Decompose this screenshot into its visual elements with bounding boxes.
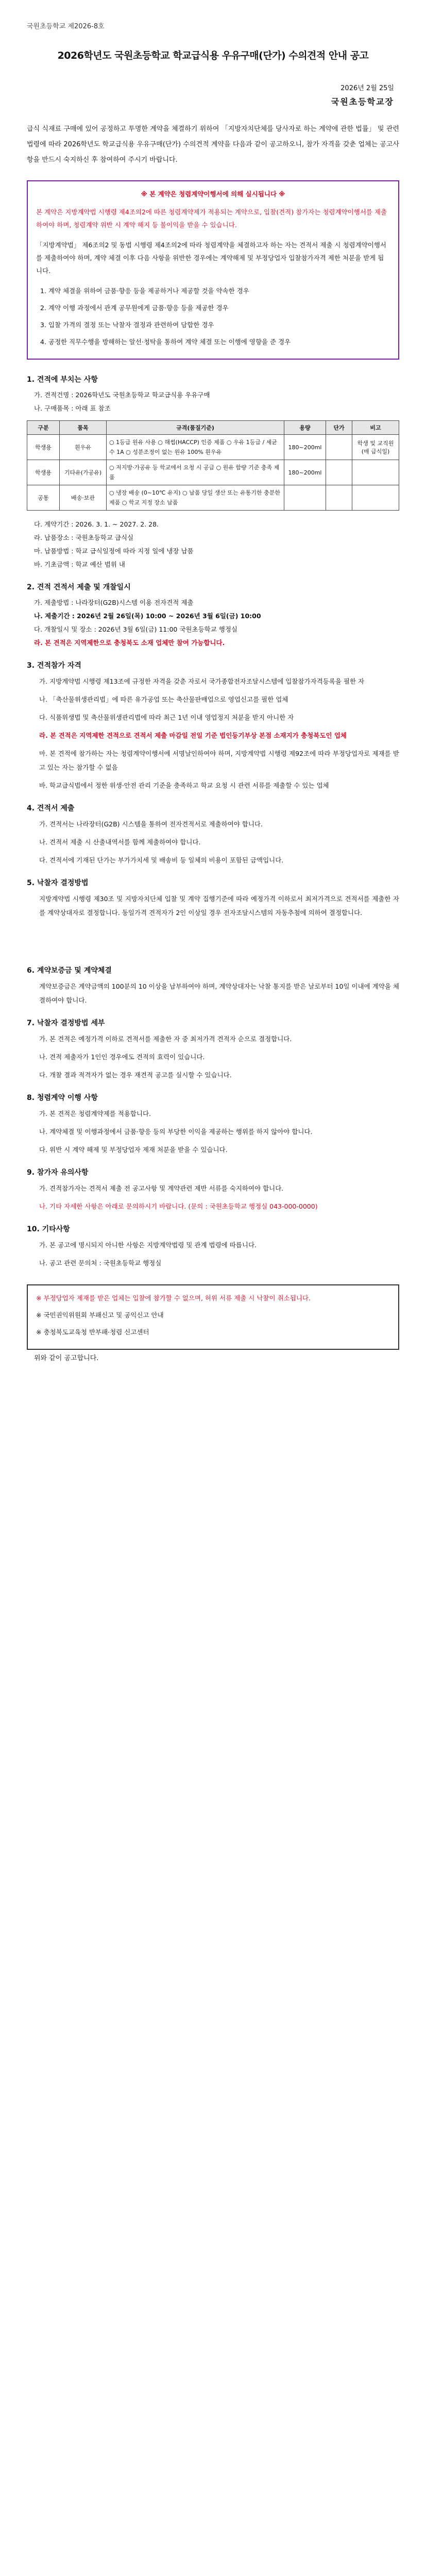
section-item: 다. 위반 시 계약 해제 및 부정당업자 제재 처분을 받을 수 있습니다.	[39, 1146, 228, 1154]
section-item: 나. 견적 제출자가 1인인 경우에도 견적의 효력이 있습니다.	[39, 1053, 205, 1061]
table-header: 품목	[60, 421, 107, 435]
table-row	[27, 435, 399, 460]
section-item: 바. 학교급식법에서 정한 위생·안전 관리 기준을 충족하고 학교 요청 시 관련 서류를 제출할 수 있는 업체	[39, 782, 329, 789]
item-table	[27, 420, 399, 511]
table-cell	[326, 485, 352, 511]
table-header: 규격(품질기준)	[107, 421, 284, 435]
section-item: 가. 지방계약법 시행령 제13조에 규정한 자격을 갖춘 자로서 국가종합전자조달시스템에 입찰참가자격등록을 필한 자	[39, 677, 365, 685]
table-header: 단가	[326, 421, 352, 435]
section-line: 다. 계약기간 : 2026. 3. 1. ~ 2027. 2. 28.	[34, 520, 159, 528]
section-heading: 5. 낙찰자 결정방법	[27, 879, 89, 887]
issuer: 국원초등학교장	[331, 97, 394, 107]
section-line: 라. 납품장소 : 국원초등학교 급식실	[34, 534, 134, 541]
section-item: 라. 본 견적은 지역제한 견적으로 견적서 제출 마감일 전일 기준 법인등기부상 본점 소재지가 충청북도인 업체	[39, 732, 347, 739]
section-heading: 10. 기타사항	[27, 1225, 70, 1233]
notice-title: ※ 본 계약은 청렴계약이행서에 의해 실시됩니다 ※	[141, 190, 285, 198]
section-item: 마. 본 견적에 참가하는 자는 청렴계약이행서에 서명날인하여야 하며, 지방계약법 시행령 제92조에 따라 부정당업자로 제재를 받고 있는 자는 참가할 수 없음	[39, 750, 399, 771]
table-header: 용량	[284, 421, 326, 435]
table-cell	[352, 460, 399, 485]
section-line: 나. 구매품목 : 아래 표 참조	[34, 404, 111, 412]
section-item: 나. 견적서 제출 시 산출내역서를 함께 제출하여야 합니다.	[39, 838, 201, 846]
section-item: 가. 본 견적은 예정가격 이하로 견적서를 제출한 자 중 최저가격 견적자 순으로 결정합니다.	[39, 1035, 292, 1043]
section-paragraph: 계약보증금은 계약금액의 100분의 10 이상을 납부하여야 하며, 계약상대자는 낙찰 통지를 받은 날로부터 10일 이내에 계약을 체결하여야 합니다.	[39, 982, 399, 1004]
footer-paragraph: ※ 부정당업자 제재를 받은 업체는 입찰에 참가할 수 없으며, 허위 서류 제출 시 낙찰이 취소됩니다.	[36, 1294, 311, 1302]
table-cell: 180~200ml	[284, 435, 326, 460]
section-heading: 4. 견적서 제출	[27, 804, 75, 812]
notice-date: 2026년 2월 25일	[340, 84, 394, 92]
section-line: 가. 견적건명 : 2026학년도 국원초등학교 학교급식용 우유구매	[34, 391, 210, 399]
footer-paragraph: ※ 충청북도교육청 반부패·청렴 신고센터	[36, 1328, 149, 1336]
section-item: 나. 「축산물위생관리법」에 따른 유가공업 또는 축산물판매업으로 영업신고를 필한 업체	[39, 696, 288, 703]
table-cell: 학생용	[27, 460, 60, 485]
section-line: 라. 본 견적은 지역제한으로 충청북도 소재 업체만 참여 가능합니다.	[34, 639, 225, 647]
table-cell	[326, 435, 352, 460]
notice-paragraph: 본 계약은 지방계약법 시행령 제4조의2에 따른 청렴계약제가 적용되는 계약으로, 입찰(견적) 참가자는 청렴계약이행서를 제출하여야 하며, 청렴계약 위반 시 계약 해지 등 불이익을 받을 수 있습니다.	[36, 208, 387, 229]
table-cell: 180~200ml	[284, 460, 326, 485]
section-heading: 3. 견적참가 자격	[27, 662, 81, 670]
doc-number: 국원초등학교 제2026-8호	[27, 23, 105, 30]
notice-item: 2. 계약 이행 과정에서 관계 공무원에게 금품·향응 등을 제공한 경우	[40, 304, 229, 312]
section-heading: 2. 견적 견적서 제출 및 개찰일시	[27, 583, 131, 591]
section-paragraph: 지방계약법 시행령 제30조 및 지방자치단체 입찰 및 계약 집행기준에 따라 예정가격 이하로서 최저가격으로 견적서를 제출한 자를 계약상대자로 결정합니다. 동일가격 견적자가 2인 이상일 경우 전자조달시스템의 자동추첨에 의하여 결정합니다.	[39, 895, 399, 917]
section-heading: 9. 참가자 유의사항	[27, 1168, 89, 1177]
notice-item: 3. 입찰 가격의 결정 또는 낙찰자 결정과 관련하여 담합한 경우	[40, 321, 214, 329]
section-item: 가. 견적서는 나라장터(G2B) 시스템을 통하여 전자견적서로 제출하여야 합니다.	[39, 820, 263, 828]
section-item: 다. 견적서에 기재된 단가는 부가가치세 및 배송비 등 일체의 비용이 포함된 금액입니다.	[39, 856, 284, 864]
section-heading: 6. 계약보증금 및 계약체결	[27, 967, 112, 975]
section-line: 나. 제출기간 : 2026년 2월 26일(목) 10:00 ~ 2026년 3월 6일(금) 10:00	[34, 612, 261, 620]
section-line: 다. 개찰일시 및 장소 : 2026년 3월 6일(금) 11:00 국원초등학교 행정실	[34, 625, 237, 633]
section-item: 나. 기타 자세한 사항은 아래로 문의하시기 바랍니다. (문의 : 국원초등학교 행정실 043-000-0000)	[39, 1202, 318, 1210]
section-heading: 7. 낙찰자 결정방법 세부	[27, 1019, 105, 1027]
table-cell: ○ 1등급 원유 사용 ○ 해썹(HACCP) 인증 제품 ○ 우유 1등급 / 세균수 1A ○ 성분조정이 없는 원유 100% 흰우유	[107, 435, 284, 460]
table-cell	[326, 460, 352, 485]
section-item: 나. 계약체결 및 이행과정에서 금품·향응 등의 부당한 이익을 제공하는 행위를 하지 않아야 합니다.	[39, 1128, 313, 1136]
section-item: 다. 개찰 결과 적격자가 없는 경우 재견적 공고를 실시할 수 있습니다.	[39, 1071, 232, 1079]
notice-item: 1. 계약 체결을 위하여 금품·향응 등을 제공하거나 제공할 것을 약속한 경우	[40, 287, 249, 295]
table-cell	[284, 485, 326, 511]
table-row	[27, 460, 399, 485]
integrity-notice-box	[27, 180, 399, 360]
table-cell: ○ 저지방·가공유 등 학교에서 요청 시 공급 ○ 원유 함량 기준 충족 제품	[107, 460, 284, 485]
section-item: 다. 식품위생법 및 축산물위생관리법에 따라 최근 1년 이내 영업정지 처분을 받지 아니한 자	[39, 714, 294, 721]
section-line: 가. 제출방법 : 나라장터(G2B)시스템 이용 전자견적 제출	[34, 599, 194, 606]
table-cell: 학생 및 교직원 (매 급식일)	[352, 435, 399, 460]
table-header-row	[27, 421, 399, 435]
section-line: 마. 납품방법 : 학교 급식일정에 따라 지정 일에 냉장 납품	[34, 547, 194, 555]
notice-paragraph: 「지방계약법」 제6조의2 및 동법 시행령 제4조의2에 따라 청렴계약을 체결하고자 하는 자는 견적서 제출 시 청렴계약이행서를 제출하여야 하며, 계약 체결 이후 다음 사항을 위반한 경우에는 계약해제 및 부정당업자 입찰참가자격 제한 처분을 받게 됩니다.	[36, 241, 386, 275]
page-title: 2026학년도 국원초등학교 학교급식용 우유구매(단가) 수의견적 안내 공고	[57, 50, 369, 61]
table-row	[27, 485, 399, 511]
table-cell	[352, 485, 399, 511]
section-line: 바. 기초금액 : 학교 예산 범위 내	[34, 561, 125, 568]
table-cell: 공통	[27, 485, 60, 511]
table-cell: 기타유(가공유)	[60, 460, 107, 485]
footer-paragraph: ※ 국민권익위원회 부패신고 및 공익신고 안내	[36, 1311, 164, 1319]
table-cell: ○ 냉장 배송 (0~10℃ 유지) ○ 납품 당일 생산 또는 유통기한 충분한 제품 ○ 학교 지정 장소 납품	[107, 485, 284, 511]
section-item: 가. 본 공고에 명시되지 아니한 사항은 지방계약법령 및 관계 법령에 따릅니다.	[39, 1241, 257, 1249]
notice-list	[36, 284, 390, 348]
notice-item: 4. 공정한 직무수행을 방해하는 알선·청탁을 통하여 계약 체결 또는 이행에 영향을 준 경우	[40, 338, 291, 346]
table-header: 비고	[352, 421, 399, 435]
footer-notice-box	[27, 1284, 399, 1350]
intro-paragraph: 급식 식재료 구매에 있어 공정하고 투명한 계약을 체결하기 위하여 「지방자치단체를 당사자로 하는 계약에 관한 법률」 및 관련 법령에 따라 2026학년도 학교급식용 우유구매(단가) 수의견적 계약을 다음과 같이 공고하오니, 참가 자격을 갖춘 업체는 공고사항을 반드시 숙지하신 후 참여하여 주시기 바랍니다.	[27, 125, 399, 164]
section-item: 나. 공고 관련 문의처 : 국원초등학교 행정실	[39, 1259, 162, 1267]
table-header: 구분	[27, 421, 60, 435]
section-heading: 8. 청렴계약 이행 사항	[27, 1094, 98, 1102]
table-cell: 학생용	[27, 435, 60, 460]
section-item: 가. 본 견적은 청렴계약제를 적용합니다.	[39, 1110, 151, 1117]
closing-text: 위와 같이 공고합니다.	[34, 1354, 99, 1362]
table-cell: 흰우유	[60, 435, 107, 460]
table-cell: 배송·보관	[60, 485, 107, 511]
section-item: 가. 견적참가자는 견적서 제출 전 공고사항 및 계약관련 제반 서류를 숙지하여야 합니다.	[39, 1184, 284, 1192]
section-heading: 1. 견적에 부치는 사항	[27, 376, 98, 384]
